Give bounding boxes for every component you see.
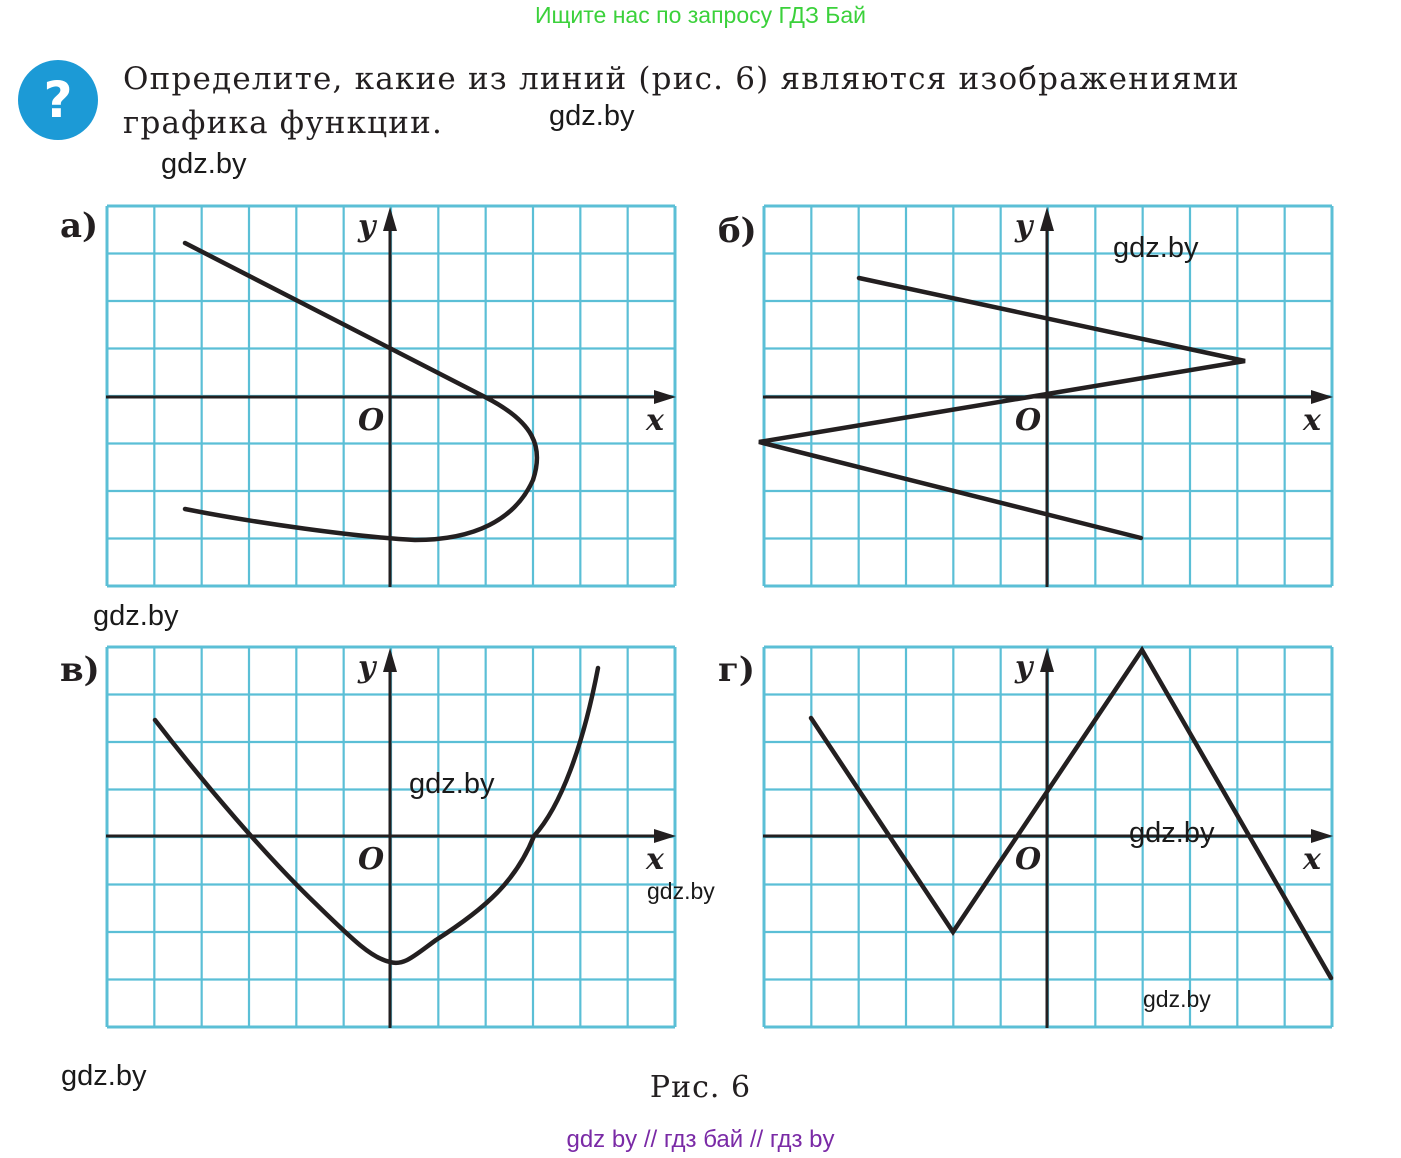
x-axis-label: x bbox=[1303, 403, 1321, 438]
curve-g bbox=[811, 650, 1331, 978]
panel-label-g: г) bbox=[718, 650, 755, 690]
origin-label: O bbox=[1015, 842, 1042, 877]
panel-label-b: б) bbox=[718, 211, 757, 251]
origin-label: O bbox=[358, 842, 385, 877]
search-hint: Ищите нас по запросу ГДЗ Бай bbox=[534, 2, 867, 28]
y-axis-label: y bbox=[358, 650, 376, 685]
watermark: gdz.by bbox=[1143, 986, 1211, 1012]
panel-label-a: а) bbox=[60, 206, 99, 246]
watermark: gdz.by bbox=[409, 768, 495, 800]
watermark: gdz.by bbox=[161, 148, 247, 180]
watermark: gdz.by bbox=[549, 100, 635, 132]
watermark: gdz.by bbox=[61, 1060, 147, 1092]
curve-a bbox=[185, 243, 537, 540]
watermark: gdz.by bbox=[647, 878, 715, 904]
graph-g bbox=[763, 646, 1333, 1028]
curve-v bbox=[155, 668, 598, 963]
curve-b bbox=[759, 278, 1245, 538]
question-icon: ? bbox=[18, 60, 98, 140]
footer-links[interactable]: gdz by // гдз бай // гдз by bbox=[566, 1126, 835, 1153]
y-axis-label: y bbox=[358, 209, 376, 244]
watermark: gdz.by bbox=[93, 600, 179, 632]
panel-label-v: в) bbox=[60, 650, 100, 690]
y-axis-label: y bbox=[1015, 650, 1033, 685]
watermark: gdz.by bbox=[1129, 817, 1215, 849]
x-axis-label: x bbox=[646, 403, 664, 438]
origin-label: O bbox=[358, 403, 385, 438]
y-axis-label: y bbox=[1015, 209, 1033, 244]
x-axis-label: x bbox=[1303, 842, 1321, 877]
graph-b bbox=[763, 205, 1333, 587]
graph-a bbox=[106, 205, 676, 587]
question-text: Определите, какие из линий (рис. 6) являются изображениями графика функции. bbox=[123, 61, 1240, 141]
watermark: gdz.by bbox=[1113, 232, 1199, 264]
figure-caption: Рис. 6 bbox=[649, 1070, 752, 1105]
x-axis-label: x bbox=[646, 842, 664, 877]
origin-label: O bbox=[1015, 403, 1042, 438]
graph-v bbox=[106, 646, 676, 1028]
